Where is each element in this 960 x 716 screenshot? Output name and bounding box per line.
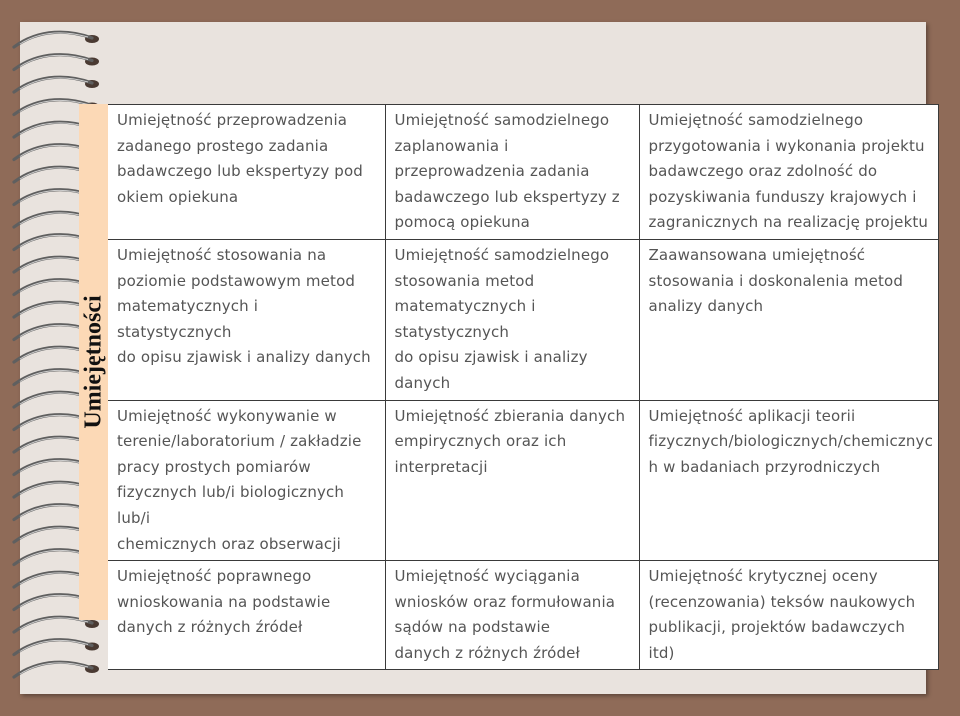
table-cell: Umiejętność wykonywanie w terenie/laboratorium / zakładzie pracy prostych pomiarów fizycznych lub/i biologicznych lub/i chemicznych oraz obserwacji [108, 400, 385, 561]
table-row [108, 239, 938, 400]
table-cell: Umiejętność poprawnego wnioskowania na podstawie danych z różnych źródeł [108, 561, 385, 670]
notebook-ring-icon [14, 640, 99, 655]
table-row [108, 400, 938, 561]
side-label [79, 104, 109, 620]
skills-table [108, 104, 939, 670]
table-cell: Umiejętność samodzielnego stosowania metod matematycznych i statystycznych do opisu zjawisk i analizy danych [385, 239, 639, 400]
table-cell: Umiejętność samodzielnego zaplanowania i przeprowadzenia zadania badawczego lub ekspertyzy z pomocą opiekuna [385, 105, 639, 240]
table-cell: Zaawansowana umiejętność stosowania i doskonalenia metod analizy danych [639, 239, 938, 400]
notebook-ring-icon [14, 55, 99, 70]
notebook-ring-icon [14, 77, 99, 92]
table-cell: Umiejętność krytycznej oceny (recenzowania) teksów naukowych publikacji, projektów badawczych itd) [639, 561, 938, 670]
side-label-text: Umiejętności [80, 295, 106, 429]
table-cell: Umiejętność samodzielnego przygotowania i wykonania projektu badawczego oraz zdolność do pozyskiwania funduszy krajowych i zagranicznych na realizację projektu [639, 105, 938, 240]
table-row [108, 561, 938, 670]
table-cell: Umiejętność stosowania na poziomie podstawowym metod matematycznych i statystycznych do opisu zjawisk i analizy danych [108, 239, 385, 400]
notebook-ring-icon [14, 32, 99, 47]
table-cell: Umiejętność przeprowadzenia zadanego prostego zadania badawczego lub ekspertyzy pod okiem opiekuna [108, 105, 385, 240]
table-cell: Umiejętność zbierania danych empirycznych oraz ich interpretacji [385, 400, 639, 561]
notebook-ring-icon [14, 662, 99, 677]
table-row [108, 105, 938, 240]
table-cell: Umiejętność wyciągania wniosków oraz formułowania sądów na podstawie danych z różnych źródeł [385, 561, 639, 670]
table-cell: Umiejętność aplikacji teorii fizycznych/biologicznych/chemicznyc h w badaniach przyrodniczych [639, 400, 938, 561]
